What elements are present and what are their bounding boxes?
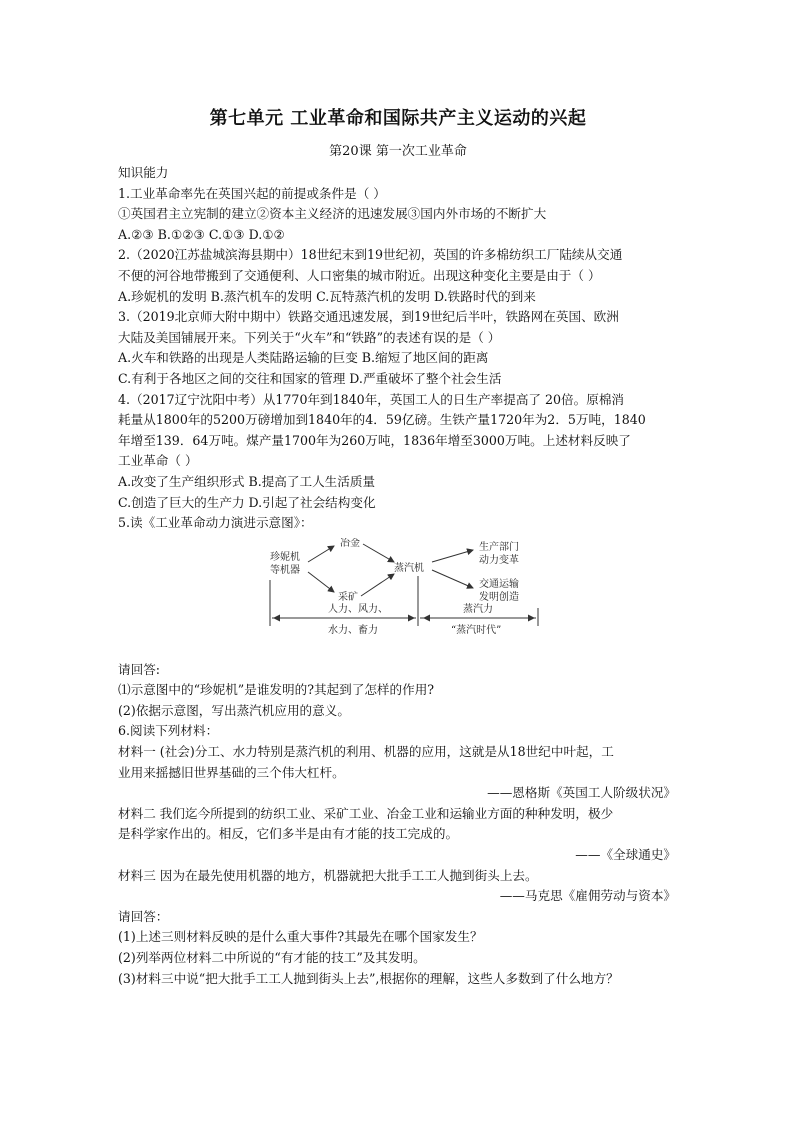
q3-line-1: 3.（2019北京师大附中期中）铁路交通迅速发展，到19世纪后半叶，铁路网在英国、欧洲 [118, 309, 619, 325]
unit-title: 第七单元 工业革命和国际共产主义运动的兴起 [209, 108, 587, 129]
section-heading: 知识能力 [118, 165, 169, 180]
diagram-svg [118, 538, 678, 650]
q4-option-1: A.改变了生产组织形式 B.提高了工人生活质量 [118, 473, 376, 489]
q6-sub-2: (2)列举两位材料二中所说的“有才能的技工”及其发明。 [118, 950, 426, 965]
node-trans-1: 交通运输 [479, 578, 519, 590]
node-prod-1: 生产部门 [479, 541, 519, 553]
q6-material-2-source: ——《全球通史》 [575, 847, 676, 863]
q6-material-1-line-1: 材料一 (社会)分工、水力特别是蒸汽机的利用、机器的应用，这就是从18世纪中叶起，工 [118, 744, 614, 760]
q4-line-2: 耗量从1800年的5200万磅增加到1840年的4．59亿磅。生铁产量1720年为2．5万吨，1840 [118, 412, 646, 428]
label-steam-age: “蒸汽时代” [451, 624, 502, 636]
q6-sub-1: (1)上述三则材料反映的是什么重大事件?其最先在哪个国家发生？ [118, 929, 483, 945]
q2-line-2: 不便的河谷地带搬到了交通便利、人口密集的城市附近。出现这种变化主要是由于（ ） [118, 267, 601, 283]
q5-ask: 请回答: [118, 661, 161, 677]
q5-sub-2: (2)依据示意图，写出蒸汽机应用的意义。 [118, 702, 350, 718]
q6-material-3-line-1: 材料三 因为在最先使用机器的地方，机器就把大批手工工人抛到街头上去。 [118, 867, 538, 883]
power-evolution-diagram [118, 538, 678, 650]
q3-option-1: A.火车和铁路的出现是人类陆路运输的巨变 B.缩短了地区间的距离 [118, 350, 489, 366]
q6-material-1-source: ——恩格斯《英国工人阶级状况》 [487, 785, 676, 801]
q4-line-3: 年增至139．64万吨。煤产量1700年为260万吨，1836年增至3000万吨。上述材料反映了 [118, 432, 631, 448]
label-traditional-power-1: 人力、风力、 [328, 603, 388, 615]
q5-sub-1: ⑴示意图中的“珍妮机”是谁发明的?其起到了怎样的作用? [118, 682, 435, 698]
q3-line-2: 大陆及美国铺展开来。下列关于“火车”和“铁路”的表述有误的是（ ） [118, 329, 501, 345]
lesson-title: 第20课 第一次工业革命 [329, 144, 467, 159]
q6-sub-3: (3)材料三中说“把大批手工工人抛到街头上去”,根据你的理解，这些人多数到了什么地方？ [118, 970, 619, 986]
q6-material-3-source: ——马克思《雇佣劳动与资本》 [499, 888, 676, 904]
node-steam: 蒸汽机 [394, 562, 424, 574]
q6-ask: 请回答： [118, 908, 169, 924]
q2-line-1: 2.（2020江苏盐城滨海县期中）18世纪末到19世纪初，英国的许多棉纺织工厂陆续从交通 [118, 247, 623, 263]
q3-option-2: C.有利于各地区之间的交往和国家的管理 D.严重破坏了整个社会生活 [118, 370, 502, 386]
q6-material-2-line-1: 材料二 我们迄今所提到的纺织工业、采矿工业、冶金工业和运输业方面的种种发明，极少 [118, 805, 614, 821]
node-mining: 采矿 [338, 591, 358, 603]
q2-options: A.珍妮机的发明 B.蒸汽机车的发明 C.瓦特蒸汽机的发明 D.铁路时代的到来 [118, 288, 536, 304]
label-traditional-power-2: 水力、畜力 [328, 624, 378, 636]
q4-option-2: C.创造了巨大的生产力 D.引起了社会结构变化 [118, 494, 376, 510]
node-jenny-2: 等机器 [270, 564, 300, 576]
document-page [118, 104, 678, 989]
q1-options: A.②③ B.①②③ C.①③ D.①② [118, 226, 285, 242]
q4-line-4: 工业革命（ ） [118, 453, 198, 469]
node-prod-2: 动力变革 [479, 554, 519, 566]
q5-stem: 5.读《工业革命动力演进示意图》： [118, 515, 313, 531]
q1-items: ①英国君主立宪制的建立②资本主义经济的迅速发展③国内外市场的不断扩大 [118, 206, 547, 222]
node-metal: 冶金 [340, 537, 360, 549]
q1-stem: 1.工业革命率先在英国兴起的前提或条件是（ ） [118, 185, 386, 201]
q4-line-1: 4.（2017辽宁沈阳中考）从1770年到1840年，英国工人的日生产率提高了 20倍。原棉消 [118, 391, 625, 407]
q6-material-1-line-2: 业用来摇撼旧世界基础的三个伟大杠杆。 [118, 764, 345, 780]
node-trans-2: 发明创造 [479, 591, 519, 603]
node-jenny-1: 珍妮机 [270, 551, 300, 563]
label-steam-power: 蒸汽力 [463, 603, 493, 615]
q6-stem: 6.阅读下列材料： [118, 723, 219, 739]
q6-material-2-line-2: 是科学家作出的。相反，它们多半是由有才能的技工完成的。 [118, 826, 459, 842]
